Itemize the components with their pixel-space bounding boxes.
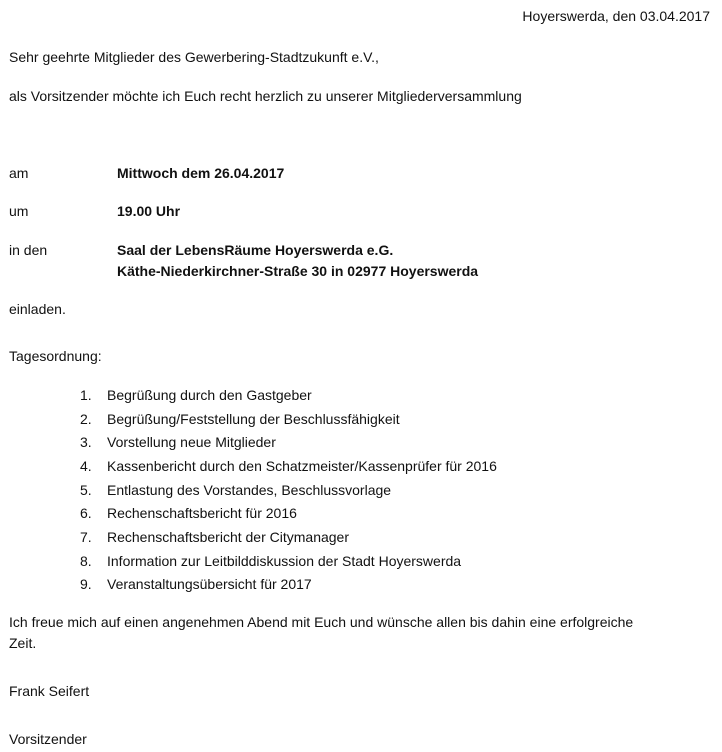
agenda-item-number: 4. xyxy=(80,458,92,474)
salutation: Sehr geehrte Mitglieder des Gewerbering-Stadtzukunft e.V., xyxy=(9,49,379,65)
detail-value-date: Mittwoch dem 26.04.2017 xyxy=(117,165,285,181)
closing-text: Ich freue mich auf einen angenehmen Abend mit Euch und wünsche allen bis dahin eine erfolgreiche xyxy=(9,614,634,630)
agenda-item-text: Rechenschaftsbericht für 2016 xyxy=(107,505,297,521)
agenda-item-number: 1. xyxy=(80,387,92,403)
agenda-item-text: Begrüßung durch den Gastgeber xyxy=(107,387,312,403)
signer-role: Vorsitzender xyxy=(9,731,87,747)
agenda-item-text: Veranstaltungsübersicht für 2017 xyxy=(107,576,312,592)
intro-text: als Vorsitzender möchte ich Euch recht herzlich zu unserer Mitgliederversammlung xyxy=(9,88,522,104)
agenda-item-number: 8. xyxy=(80,553,92,569)
agenda-heading: Tagesordnung: xyxy=(9,348,102,364)
agenda-item-number: 6. xyxy=(80,505,92,521)
detail-value-address: Käthe-Niederkirchner-Straße 30 in 02977 Hoyerswerda xyxy=(117,263,479,279)
agenda-item-text: Entlastung des Vorstandes, Beschlussvorlage xyxy=(107,482,392,498)
agenda-item-text: Rechenschaftsbericht der Citymanager xyxy=(107,529,350,545)
agenda-item-number: 7. xyxy=(80,529,92,545)
agenda-item-text: Information zur Leitbilddiskussion der Stadt Hoyerswerda xyxy=(107,553,462,569)
detail-label-venue: in den xyxy=(9,242,48,258)
agenda-item-number: 2. xyxy=(80,411,92,427)
detail-value-venue: Saal der LebensRäume Hoyerswerda e.G. xyxy=(117,242,394,258)
agenda-item-number: 9. xyxy=(80,576,92,592)
detail-label-time: um xyxy=(9,203,29,219)
place-date: Hoyerswerda, den 03.04.2017 xyxy=(522,8,710,24)
signer-name: Frank Seifert xyxy=(9,683,90,699)
detail-value-time: 19.00 Uhr xyxy=(117,203,181,219)
agenda-item-number: 5. xyxy=(80,482,92,498)
agenda-item-text: Begrüßung/Feststellung der Beschlussfähigkeit xyxy=(107,411,400,427)
agenda-item-text: Kassenbericht durch den Schatzmeister/Kassenprüfer für 2016 xyxy=(107,458,497,474)
closing-text-end: Zeit. xyxy=(9,635,37,651)
detail-label-date: am xyxy=(9,165,29,181)
agenda-item-number: 3. xyxy=(80,434,92,450)
agenda-item-text: Vorstellung neue Mitglieder xyxy=(107,434,276,450)
invite-end: einladen. xyxy=(9,301,66,317)
